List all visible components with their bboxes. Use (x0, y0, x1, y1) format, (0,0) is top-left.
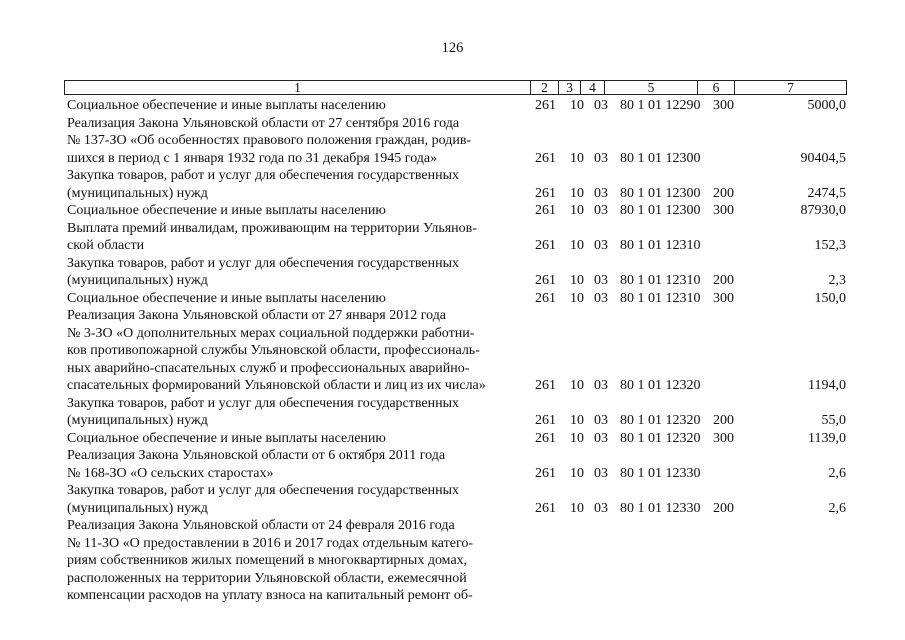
section-code: 10 (570, 430, 584, 446)
section-code: 10 (570, 98, 584, 113)
target-article-code: 80 1 01 12320 (620, 430, 701, 446)
section-code: 10 (570, 238, 584, 253)
table-header (64, 80, 847, 95)
subsection-code: 03 (594, 273, 608, 288)
subsection-code: 03 (594, 203, 608, 218)
row-name: Реализация Закона Ульяновской области от 6 октября 2011 года № 168-ЗО «О сельских старостах» (67, 448, 446, 481)
row-name: Закупка товаров, работ и услуг для обеспечения государственных (муниципальных) нужд (67, 255, 460, 288)
subsection-code: 03 (594, 185, 608, 201)
amount: 2,6 (828, 500, 846, 516)
row-name: Социальное обеспечение и иные выплаты населению (67, 290, 386, 306)
target-article-code: 80 1 01 12330 (620, 465, 701, 481)
target-article-code: 80 1 01 12300 (620, 185, 701, 201)
vedomstvo-code: 261 (535, 273, 556, 288)
row-codes (0, 412, 905, 430)
table-row (0, 255, 905, 290)
table-row (0, 307, 905, 395)
table-row (0, 97, 905, 115)
target-article-code: 80 1 01 12300 (620, 203, 701, 218)
section-code: 10 (570, 378, 584, 393)
expense-type-code: 200 (713, 500, 734, 516)
amount: 2474,5 (807, 185, 846, 201)
amount: 1139,0 (808, 430, 846, 446)
row-name: Реализация Закона Ульяновской области от 27 января 2012 года № 3-ЗО «О дополнительных мерах социальной поддержки работни- ков противопожарной службы Ульяновской области, профессиональ- ных аварийно-спасательных служб и профессиональных аварийно- спасательных формирований Ульяновской области и лиц из их числа» (67, 308, 486, 393)
subsection-code: 03 (594, 430, 608, 446)
section-code: 10 (570, 290, 584, 306)
column-header-7: 7 (734, 81, 846, 94)
row-codes (0, 97, 905, 115)
page-number: 126 (441, 40, 464, 56)
column-header-4: 4 (580, 81, 604, 94)
row-codes (0, 237, 905, 255)
vedomstvo-code: 261 (535, 290, 556, 306)
column-header-5: 5 (604, 81, 697, 94)
row-codes (0, 272, 905, 290)
row-name: Закупка товаров, работ и услуг для обеспечения государственных (муниципальных) нужд (67, 395, 460, 428)
amount: 55,0 (821, 413, 846, 428)
section-code: 10 (570, 413, 584, 428)
section-code: 10 (570, 150, 584, 166)
amount: 90404,5 (800, 150, 846, 166)
column-header-3: 3 (558, 81, 580, 94)
table-row (0, 290, 905, 308)
row-name: Социальное обеспечение и иные выплаты населению (67, 430, 386, 446)
subsection-code: 03 (594, 290, 608, 306)
target-article-code: 80 1 01 12310 (620, 273, 701, 288)
table-row (0, 517, 905, 605)
target-article-code: 80 1 01 12320 (620, 378, 701, 393)
section-code: 10 (570, 465, 584, 481)
row-codes (0, 377, 905, 395)
section-code: 10 (570, 185, 584, 201)
vedomstvo-code: 261 (535, 185, 556, 201)
row-codes (0, 290, 905, 308)
vedomstvo-code: 261 (535, 378, 556, 393)
target-article-code: 80 1 01 12310 (620, 290, 701, 306)
vedomstvo-code: 261 (535, 500, 556, 516)
row-codes (0, 202, 905, 220)
subsection-code: 03 (594, 413, 608, 428)
expense-type-code: 300 (713, 290, 734, 306)
amount: 2,3 (828, 273, 846, 288)
section-code: 10 (570, 500, 584, 516)
vedomstvo-code: 261 (535, 238, 556, 253)
table-row (0, 167, 905, 202)
table-row (0, 482, 905, 517)
table-row (0, 395, 905, 430)
table-row (0, 115, 905, 168)
expense-type-code: 300 (713, 203, 734, 218)
table-row (0, 447, 905, 482)
column-header-2: 2 (530, 81, 558, 94)
row-name: Выплата премий инвалидам, проживающим на территории Ульянов- ской области (67, 220, 477, 253)
row-name: Реализация Закона Ульяновской области от 27 сентября 2016 года № 137-ЗО «Об особенностях правового положения граждан, родив- шихся в период с 1 января 1932 года по 31 декабря 1945 года» (67, 115, 472, 166)
amount: 152,3 (814, 238, 846, 253)
row-name: Реализация Закона Ульяновской области от 24 февраля 2016 года № 11-ЗО «О предоставлении в 2016 и 2017 годах отдельным катего- риям собственников жилых помещений в многоквартирных домах, расположенных на территории Ульяновской области, ежемесячной компенсации расходов на уплату взноса на капитальный ремонт об- (67, 518, 474, 603)
target-article-code: 80 1 01 12330 (620, 500, 701, 516)
vedomstvo-code: 261 (535, 465, 556, 481)
amount: 87930,0 (800, 203, 846, 218)
section-code: 10 (570, 203, 584, 218)
vedomstvo-code: 261 (535, 98, 556, 113)
amount: 2,6 (828, 465, 846, 481)
subsection-code: 03 (594, 378, 608, 393)
expense-type-code: 300 (713, 430, 734, 446)
row-name: Закупка товаров, работ и услуг для обеспечения государственных (муниципальных) нужд (67, 168, 460, 201)
target-article-code: 80 1 01 12290 (620, 98, 701, 113)
budget-table-body (0, 97, 905, 605)
target-article-code: 80 1 01 12300 (620, 150, 701, 166)
vedomstvo-code: 261 (535, 203, 556, 218)
amount: 1194,0 (808, 378, 846, 393)
subsection-code: 03 (594, 98, 608, 113)
amount: 5000,0 (807, 98, 846, 113)
expense-type-code: 200 (713, 413, 734, 428)
subsection-code: 03 (594, 238, 608, 253)
expense-type-code: 200 (713, 185, 734, 201)
table-row (0, 430, 905, 448)
table-row (0, 202, 905, 220)
subsection-code: 03 (594, 500, 608, 516)
row-codes (0, 430, 905, 448)
column-header-6: 6 (697, 81, 734, 94)
row-codes (0, 150, 905, 168)
section-code: 10 (570, 273, 584, 288)
target-article-code: 80 1 01 12310 (620, 238, 701, 253)
column-header-1: 1 (294, 80, 301, 95)
table-row (0, 220, 905, 255)
subsection-code: 03 (594, 150, 608, 166)
vedomstvo-code: 261 (535, 413, 556, 428)
subsection-code: 03 (594, 465, 608, 481)
row-codes (0, 465, 905, 483)
row-codes (0, 185, 905, 203)
row-codes (0, 500, 905, 518)
vedomstvo-code: 261 (535, 430, 556, 446)
row-name: Социальное обеспечение и иные выплаты населению (67, 98, 386, 113)
expense-type-code: 300 (713, 98, 734, 113)
amount: 150,0 (814, 290, 846, 306)
vedomstvo-code: 261 (535, 150, 556, 166)
target-article-code: 80 1 01 12320 (620, 413, 701, 428)
expense-type-code: 200 (713, 273, 734, 288)
row-codes (0, 587, 905, 605)
row-name: Закупка товаров, работ и услуг для обеспечения государственных (муниципальных) нужд (67, 483, 460, 516)
row-name: Социальное обеспечение и иные выплаты населению (67, 203, 386, 218)
